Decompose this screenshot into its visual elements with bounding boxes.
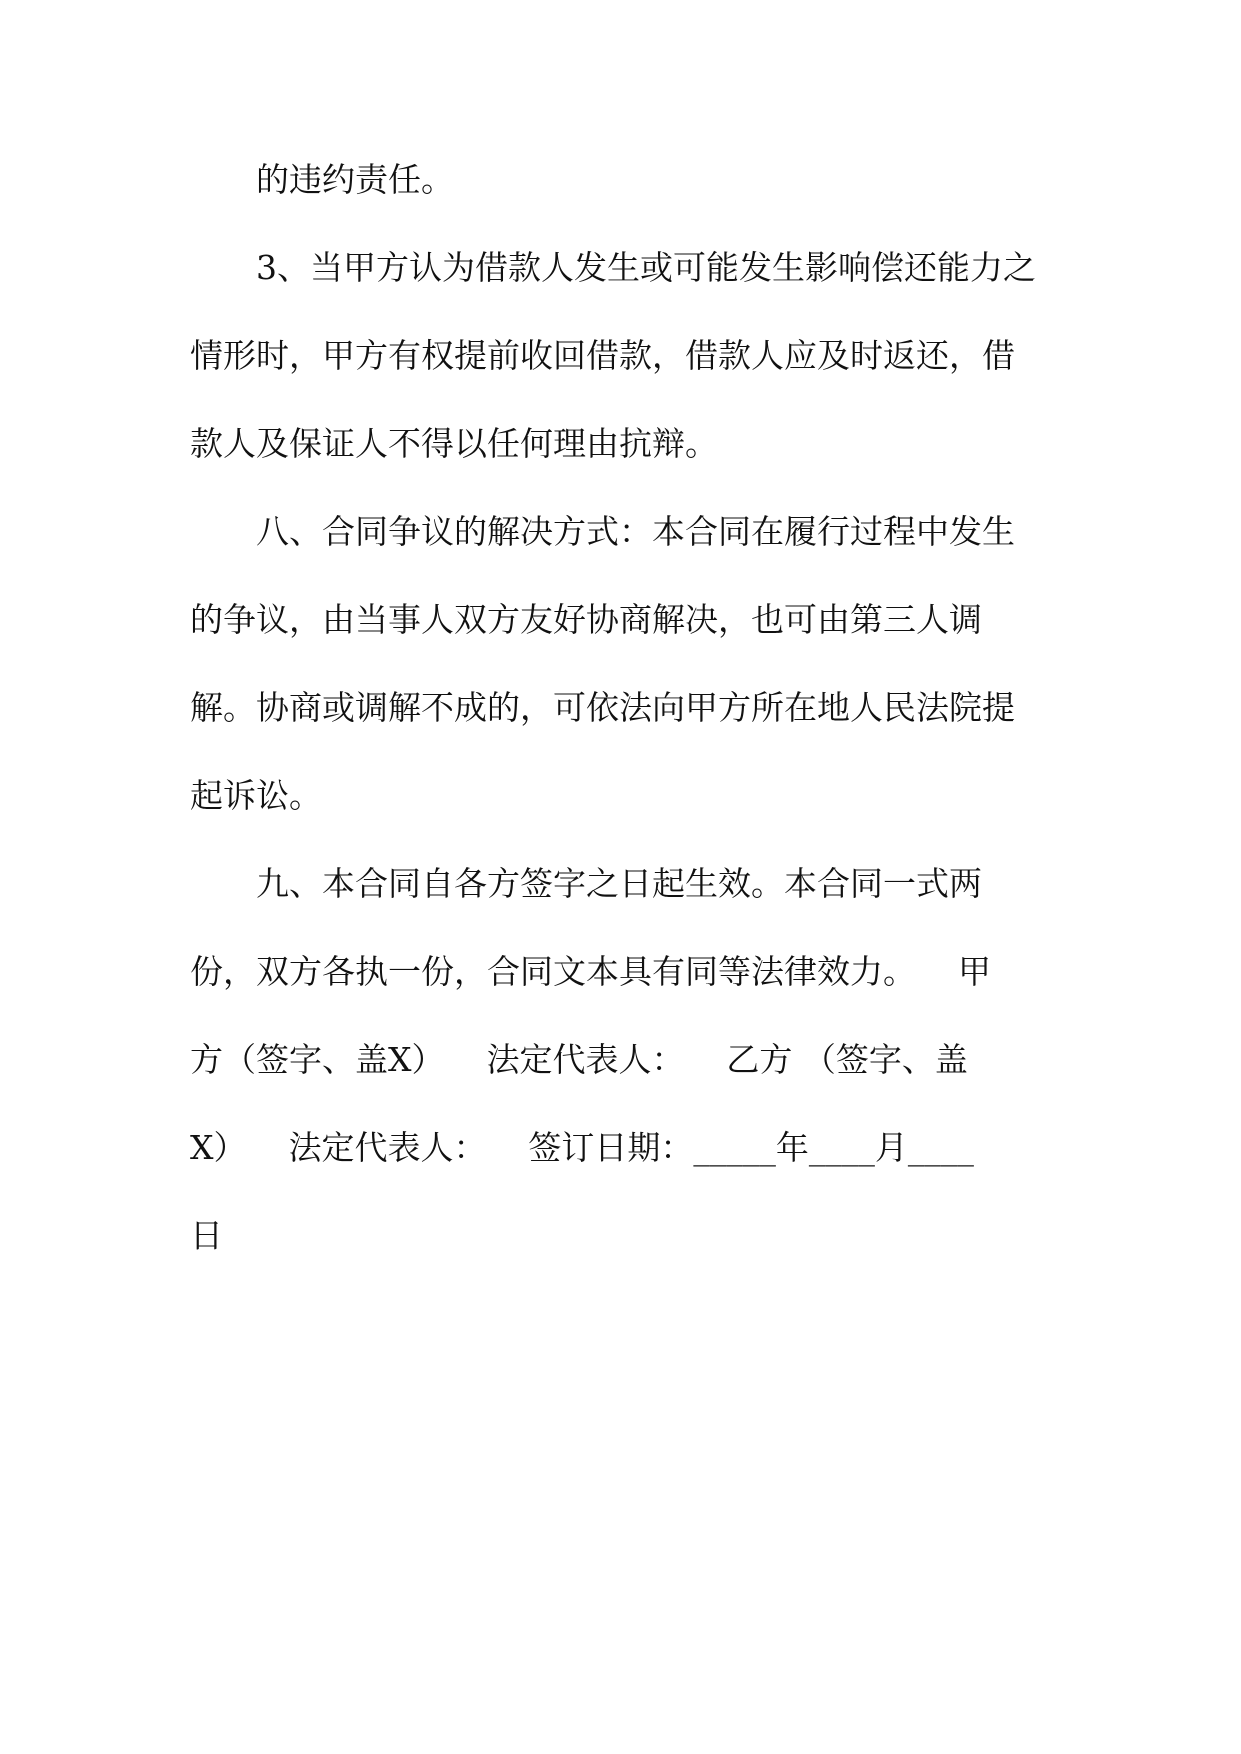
text-line-11: 方（签字、盖X） 法定代表人： 乙方 （签字、盖 [190,1040,968,1079]
text-line-7: 解。协商或调解不成的，可依法向甲方所在地人民法院提 [190,688,1015,727]
text-line-1: 的违约责任。 [256,160,454,199]
text-line-5: 八、合同争议的解决方式：本合同在履行过程中发生 [256,512,1015,551]
text-line-8: 起诉讼。 [190,776,322,815]
text-line-12: X） 法定代表人： 签订日期：_____年____月____ [190,1128,974,1167]
text-line-4: 款人及保证人不得以任何理由抗辩。 [190,424,718,463]
text-line-9: 九、本合同自各方签字之日起生效。本合同一式两 [256,864,982,903]
text-line-13: 日 [190,1216,223,1255]
text-line-2: 3、当甲方认为借款人发生或可能发生影响偿还能力之 [256,248,1036,287]
text-line-6: 的争议，由当事人双方友好协商解决，也可由第三人调 [190,600,982,639]
text-line-3: 情形时，甲方有权提前收回借款，借款人应及时返还，借 [190,336,1015,375]
text-line-10: 份，双方各执一份，合同文本具有同等法律效力。 甲 [190,952,991,991]
